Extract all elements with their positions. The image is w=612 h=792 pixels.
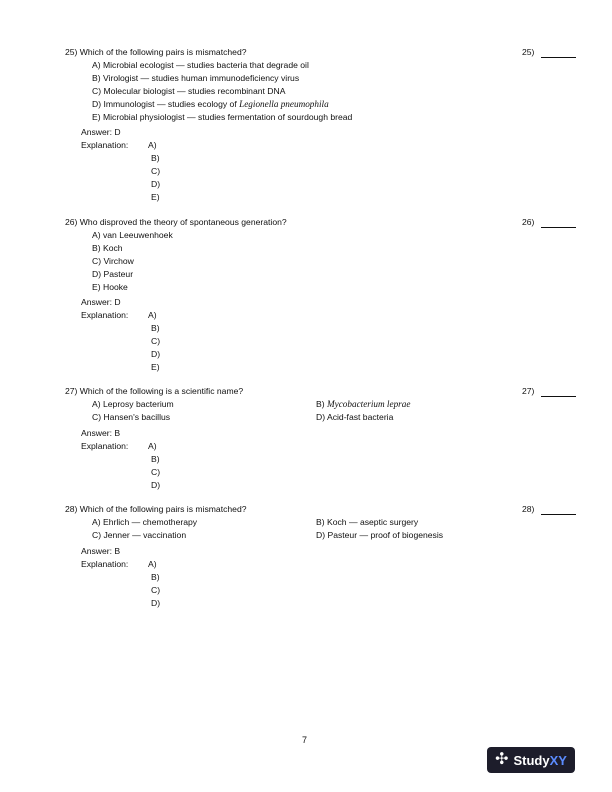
- option-c: C) Hansen's bacillus: [92, 412, 171, 422]
- explanation-item: A): [148, 559, 157, 569]
- answer-blank: [541, 57, 576, 58]
- option-d-prefix: D) Immunologist — studies ecology of: [92, 99, 240, 109]
- logo-text-accent: XY: [549, 752, 567, 768]
- option-a: A) Microbial ecologist — studies bacteria that degrade oil: [92, 60, 309, 70]
- explanation-item: C): [151, 585, 161, 595]
- question-number-label: 27): [522, 386, 535, 396]
- option-e: E) Hooke: [92, 282, 128, 292]
- explanation-item: D): [151, 598, 161, 608]
- explanation-item: A): [148, 441, 157, 451]
- explanation-item: C): [151, 467, 161, 477]
- question-number-label: 26): [522, 217, 535, 227]
- explanation-item: B): [151, 323, 160, 333]
- answer-blank: [541, 514, 576, 515]
- explanation-item: B): [151, 454, 160, 464]
- question-number-label: 25): [522, 47, 535, 57]
- option-c: C) Jenner — vaccination: [92, 530, 187, 540]
- option-a: A) Ehrlich — chemotherapy: [92, 517, 198, 527]
- option-b: B) Virologist — studies human immunodeficiency virus: [92, 73, 300, 83]
- explanation-item: E): [151, 192, 160, 202]
- option-d: D) Pasteur: [92, 269, 134, 279]
- explanation-label: Explanation:: [81, 559, 129, 569]
- option-c: C) Molecular biologist — studies recombinant DNA: [92, 86, 286, 96]
- explanation-item: D): [151, 349, 161, 359]
- option-d-italic: Legionella pneumophila: [239, 99, 329, 109]
- option-b: B) Koch: [92, 243, 123, 253]
- option-b: B) Koch — aseptic surgery: [316, 517, 419, 527]
- answer-blank: [541, 396, 576, 397]
- explanation-label: Explanation:: [81, 310, 129, 320]
- plus-cross-icon: ✣: [495, 751, 509, 768]
- question-stem: 28) Which of the following pairs is mismatched?: [65, 504, 247, 514]
- explanation-item: B): [151, 153, 160, 163]
- answer-key: Answer: D: [81, 127, 121, 137]
- explanation-label: Explanation:: [81, 441, 129, 451]
- studyxy-logo[interactable]: [487, 747, 575, 773]
- explanation-label: Explanation:: [81, 140, 129, 150]
- explanation-item: D): [151, 179, 161, 189]
- answer-key: Answer: D: [81, 297, 121, 307]
- option-e: E) Microbial physiologist — studies fermentation of sourdough bread: [92, 112, 353, 122]
- option-c: C) Virchow: [92, 256, 134, 266]
- explanation-item: E): [151, 362, 160, 372]
- explanation-item: B): [151, 572, 160, 582]
- explanation-item: A): [148, 310, 157, 320]
- option-b-italic: Mycobacterium leprae: [326, 399, 411, 409]
- question-number-label: 28): [522, 504, 535, 514]
- option-b: [316, 400, 410, 409]
- explanation-item: A): [148, 140, 157, 150]
- explanation-item: D): [151, 480, 161, 490]
- question-stem: 25) Which of the following pairs is mismatched?: [65, 47, 247, 57]
- option-d: D) Pasteur — proof of biogenesis: [316, 530, 444, 540]
- option-d: [92, 100, 329, 109]
- answer-blank: [541, 227, 576, 228]
- logo-text: [513, 754, 566, 767]
- answer-key: Answer: B: [81, 428, 121, 438]
- option-d: D) Acid-fast bacteria: [316, 412, 394, 422]
- option-b-prefix: B): [316, 399, 327, 409]
- option-a: A) Leprosy bacterium: [92, 399, 174, 409]
- page-number: 7: [302, 735, 308, 745]
- explanation-item: C): [151, 166, 161, 176]
- question-stem: 26) Who disproved the theory of spontaneous generation?: [65, 217, 287, 227]
- explanation-item: C): [151, 336, 161, 346]
- answer-key: Answer: B: [81, 546, 121, 556]
- option-a: A) van Leeuwenhoek: [92, 230, 173, 240]
- logo-text-main: Study: [513, 752, 550, 768]
- question-stem: 27) Which of the following is a scientific name?: [65, 386, 244, 396]
